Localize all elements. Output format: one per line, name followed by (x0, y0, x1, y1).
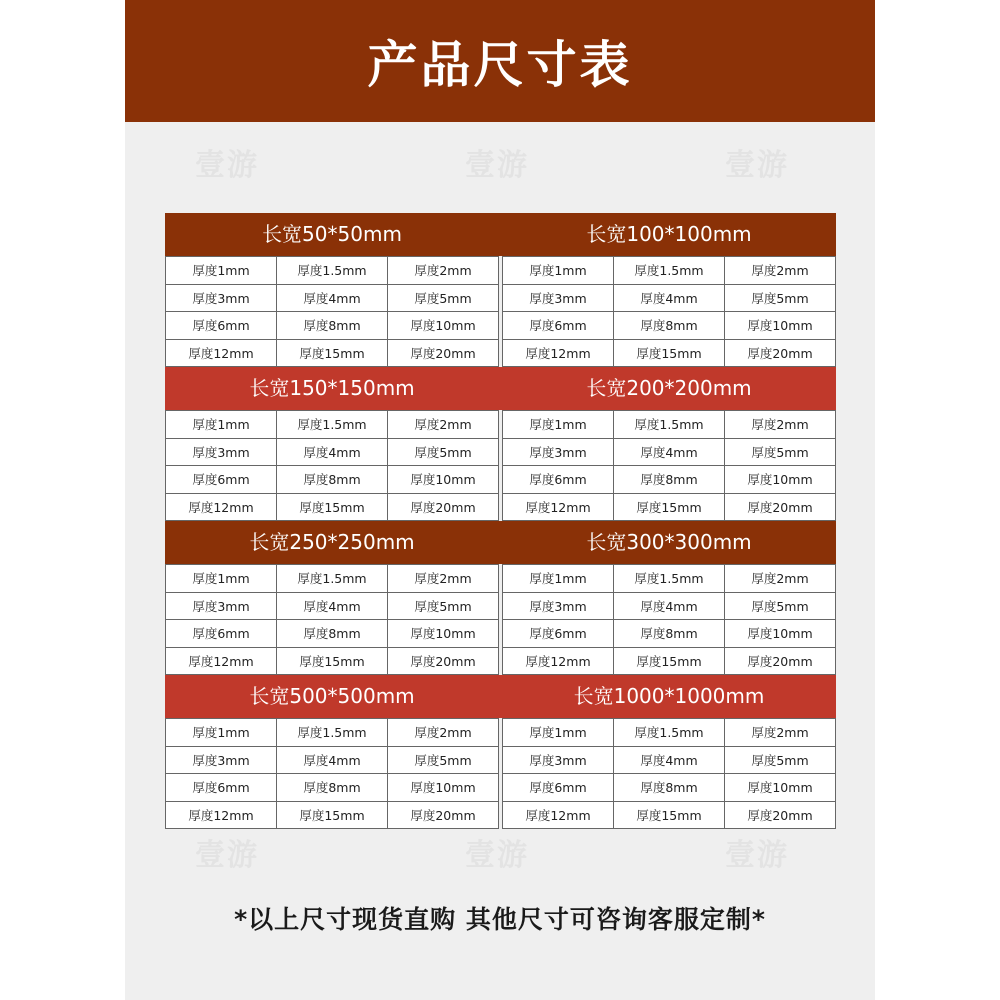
thickness-cell: 厚度1mm (166, 257, 276, 284)
thickness-cell: 厚度2mm (388, 565, 498, 592)
thickness-cell: 厚度4mm (614, 439, 724, 466)
size-header-bar (165, 367, 836, 410)
thickness-cell: 厚度2mm (388, 719, 498, 746)
thickness-cell: 厚度20mm (725, 494, 835, 521)
thickness-cell: 厚度3mm (166, 593, 276, 620)
thickness-cell: 厚度1.5mm (614, 565, 724, 592)
thickness-cell: 厚度12mm (503, 802, 613, 829)
thickness-cell: 厚度6mm (503, 620, 613, 647)
thickness-cell: 厚度8mm (614, 312, 724, 339)
thickness-cell: 厚度8mm (277, 620, 387, 647)
thickness-cell: 厚度12mm (166, 802, 276, 829)
thickness-cell: 厚度1mm (503, 257, 613, 284)
size-header-bar (165, 521, 836, 564)
thickness-cell: 厚度6mm (503, 466, 613, 493)
thickness-cell: 厚度10mm (725, 620, 835, 647)
thickness-cell: 厚度4mm (277, 285, 387, 312)
size-title-right: 长宽1000*1000mm (573, 684, 765, 708)
thickness-cell: 厚度3mm (166, 285, 276, 312)
thickness-cell: 厚度20mm (725, 802, 835, 829)
thickness-grid (502, 564, 836, 675)
thickness-cell: 厚度10mm (725, 774, 835, 801)
thickness-cell: 厚度1.5mm (614, 411, 724, 438)
size-title-right: 长宽200*200mm (586, 376, 752, 400)
thickness-cell: 厚度10mm (388, 466, 498, 493)
thickness-cell: 厚度12mm (166, 494, 276, 521)
size-row (165, 213, 836, 367)
size-chart-panel (125, 0, 875, 1000)
thickness-cell: 厚度10mm (725, 466, 835, 493)
thickness-cell: 厚度8mm (614, 774, 724, 801)
size-row (165, 367, 836, 521)
thickness-cell: 厚度3mm (503, 439, 613, 466)
thickness-cell: 厚度4mm (277, 593, 387, 620)
thickness-cell: 厚度4mm (277, 747, 387, 774)
thickness-cell: 厚度6mm (166, 466, 276, 493)
thickness-cell: 厚度8mm (277, 312, 387, 339)
thickness-cell: 厚度4mm (614, 285, 724, 312)
thickness-cell: 厚度4mm (614, 593, 724, 620)
size-table (165, 213, 836, 829)
thickness-cell: 厚度1.5mm (277, 719, 387, 746)
thickness-cell: 厚度5mm (725, 747, 835, 774)
size-title-left: 长宽50*50mm (262, 222, 402, 246)
thickness-cell: 厚度10mm (388, 620, 498, 647)
watermark: 壹游 (725, 838, 789, 873)
thickness-cell: 厚度12mm (503, 648, 613, 675)
size-header-bar (165, 213, 836, 256)
thickness-cell: 厚度5mm (725, 593, 835, 620)
thickness-cell: 厚度6mm (503, 774, 613, 801)
thickness-cell: 厚度15mm (277, 494, 387, 521)
thickness-cell: 厚度1mm (166, 565, 276, 592)
watermark: 壹游 (195, 838, 259, 873)
thickness-cell: 厚度2mm (725, 257, 835, 284)
thickness-cell: 厚度1mm (503, 411, 613, 438)
thickness-cell: 厚度15mm (614, 648, 724, 675)
thickness-cell: 厚度6mm (503, 312, 613, 339)
thickness-grid (165, 564, 499, 675)
watermark: 壹游 (195, 148, 259, 183)
thickness-cell: 厚度3mm (503, 593, 613, 620)
thickness-cell: 厚度4mm (614, 747, 724, 774)
thickness-cell: 厚度3mm (166, 439, 276, 466)
thickness-cell: 厚度20mm (725, 648, 835, 675)
thickness-cell: 厚度10mm (725, 312, 835, 339)
thickness-cell: 厚度5mm (388, 747, 498, 774)
size-title-right: 长宽100*100mm (586, 222, 752, 246)
thickness-grid (502, 718, 836, 829)
thickness-cell: 厚度1.5mm (277, 257, 387, 284)
thickness-cell: 厚度8mm (614, 620, 724, 647)
thickness-cell: 厚度15mm (277, 340, 387, 367)
watermark: 壹游 (465, 148, 529, 183)
thickness-cell: 厚度20mm (388, 802, 498, 829)
thickness-cell: 厚度2mm (725, 565, 835, 592)
thickness-cell: 厚度1.5mm (614, 719, 724, 746)
thickness-cell: 厚度12mm (503, 494, 613, 521)
thickness-cell: 厚度8mm (614, 466, 724, 493)
thickness-cell: 厚度1.5mm (277, 411, 387, 438)
thickness-cell: 厚度8mm (277, 466, 387, 493)
thickness-cell: 厚度20mm (388, 340, 498, 367)
thickness-grid (502, 410, 836, 521)
thickness-cell: 厚度8mm (277, 774, 387, 801)
size-title-left: 长宽150*150mm (249, 376, 415, 400)
thickness-cell: 厚度15mm (277, 802, 387, 829)
thickness-cell: 厚度3mm (503, 747, 613, 774)
thickness-cell: 厚度20mm (388, 648, 498, 675)
thickness-cell: 厚度20mm (388, 494, 498, 521)
thickness-cell: 厚度2mm (725, 719, 835, 746)
thickness-cell: 厚度1.5mm (277, 565, 387, 592)
watermark: 壹游 (725, 148, 789, 183)
footnote: *以上尺寸现货直购 其他尺寸可咨询客服定制* (234, 905, 766, 934)
thickness-cell: 厚度1mm (503, 719, 613, 746)
thickness-cell: 厚度3mm (166, 747, 276, 774)
thickness-cell: 厚度6mm (166, 312, 276, 339)
size-title-left: 长宽250*250mm (249, 530, 415, 554)
thickness-cell: 厚度5mm (388, 593, 498, 620)
watermark: 壹游 (465, 838, 529, 873)
size-row (165, 521, 836, 675)
thickness-cell: 厚度15mm (614, 802, 724, 829)
thickness-cell: 厚度1mm (503, 565, 613, 592)
size-row (165, 675, 836, 829)
thickness-cell: 厚度10mm (388, 312, 498, 339)
thickness-cell: 厚度12mm (166, 648, 276, 675)
page-title: 产品尺寸表 (367, 36, 633, 94)
size-title-left: 长宽500*500mm (249, 684, 415, 708)
thickness-cell: 厚度12mm (166, 340, 276, 367)
thickness-cell: 厚度15mm (614, 340, 724, 367)
thickness-cell: 厚度1mm (166, 411, 276, 438)
thickness-grid (165, 410, 499, 521)
thickness-cell: 厚度5mm (388, 439, 498, 466)
thickness-cell: 厚度4mm (277, 439, 387, 466)
thickness-cell: 厚度1.5mm (614, 257, 724, 284)
thickness-cell: 厚度2mm (388, 411, 498, 438)
thickness-cell: 厚度15mm (614, 494, 724, 521)
thickness-grid (502, 256, 836, 367)
thickness-cell: 厚度5mm (725, 439, 835, 466)
thickness-cell: 厚度5mm (725, 285, 835, 312)
thickness-cell: 厚度20mm (725, 340, 835, 367)
thickness-cell: 厚度2mm (388, 257, 498, 284)
thickness-cell: 厚度10mm (388, 774, 498, 801)
thickness-cell: 厚度15mm (277, 648, 387, 675)
thickness-cell: 厚度6mm (166, 620, 276, 647)
thickness-grid (165, 718, 499, 829)
thickness-cell: 厚度5mm (388, 285, 498, 312)
thickness-cell: 厚度2mm (725, 411, 835, 438)
thickness-cell: 厚度1mm (166, 719, 276, 746)
thickness-cell: 厚度6mm (166, 774, 276, 801)
thickness-grid (165, 256, 499, 367)
title-banner (125, 0, 875, 122)
thickness-cell: 厚度12mm (503, 340, 613, 367)
size-header-bar (165, 675, 836, 718)
size-title-right: 长宽300*300mm (586, 530, 752, 554)
thickness-cell: 厚度3mm (503, 285, 613, 312)
